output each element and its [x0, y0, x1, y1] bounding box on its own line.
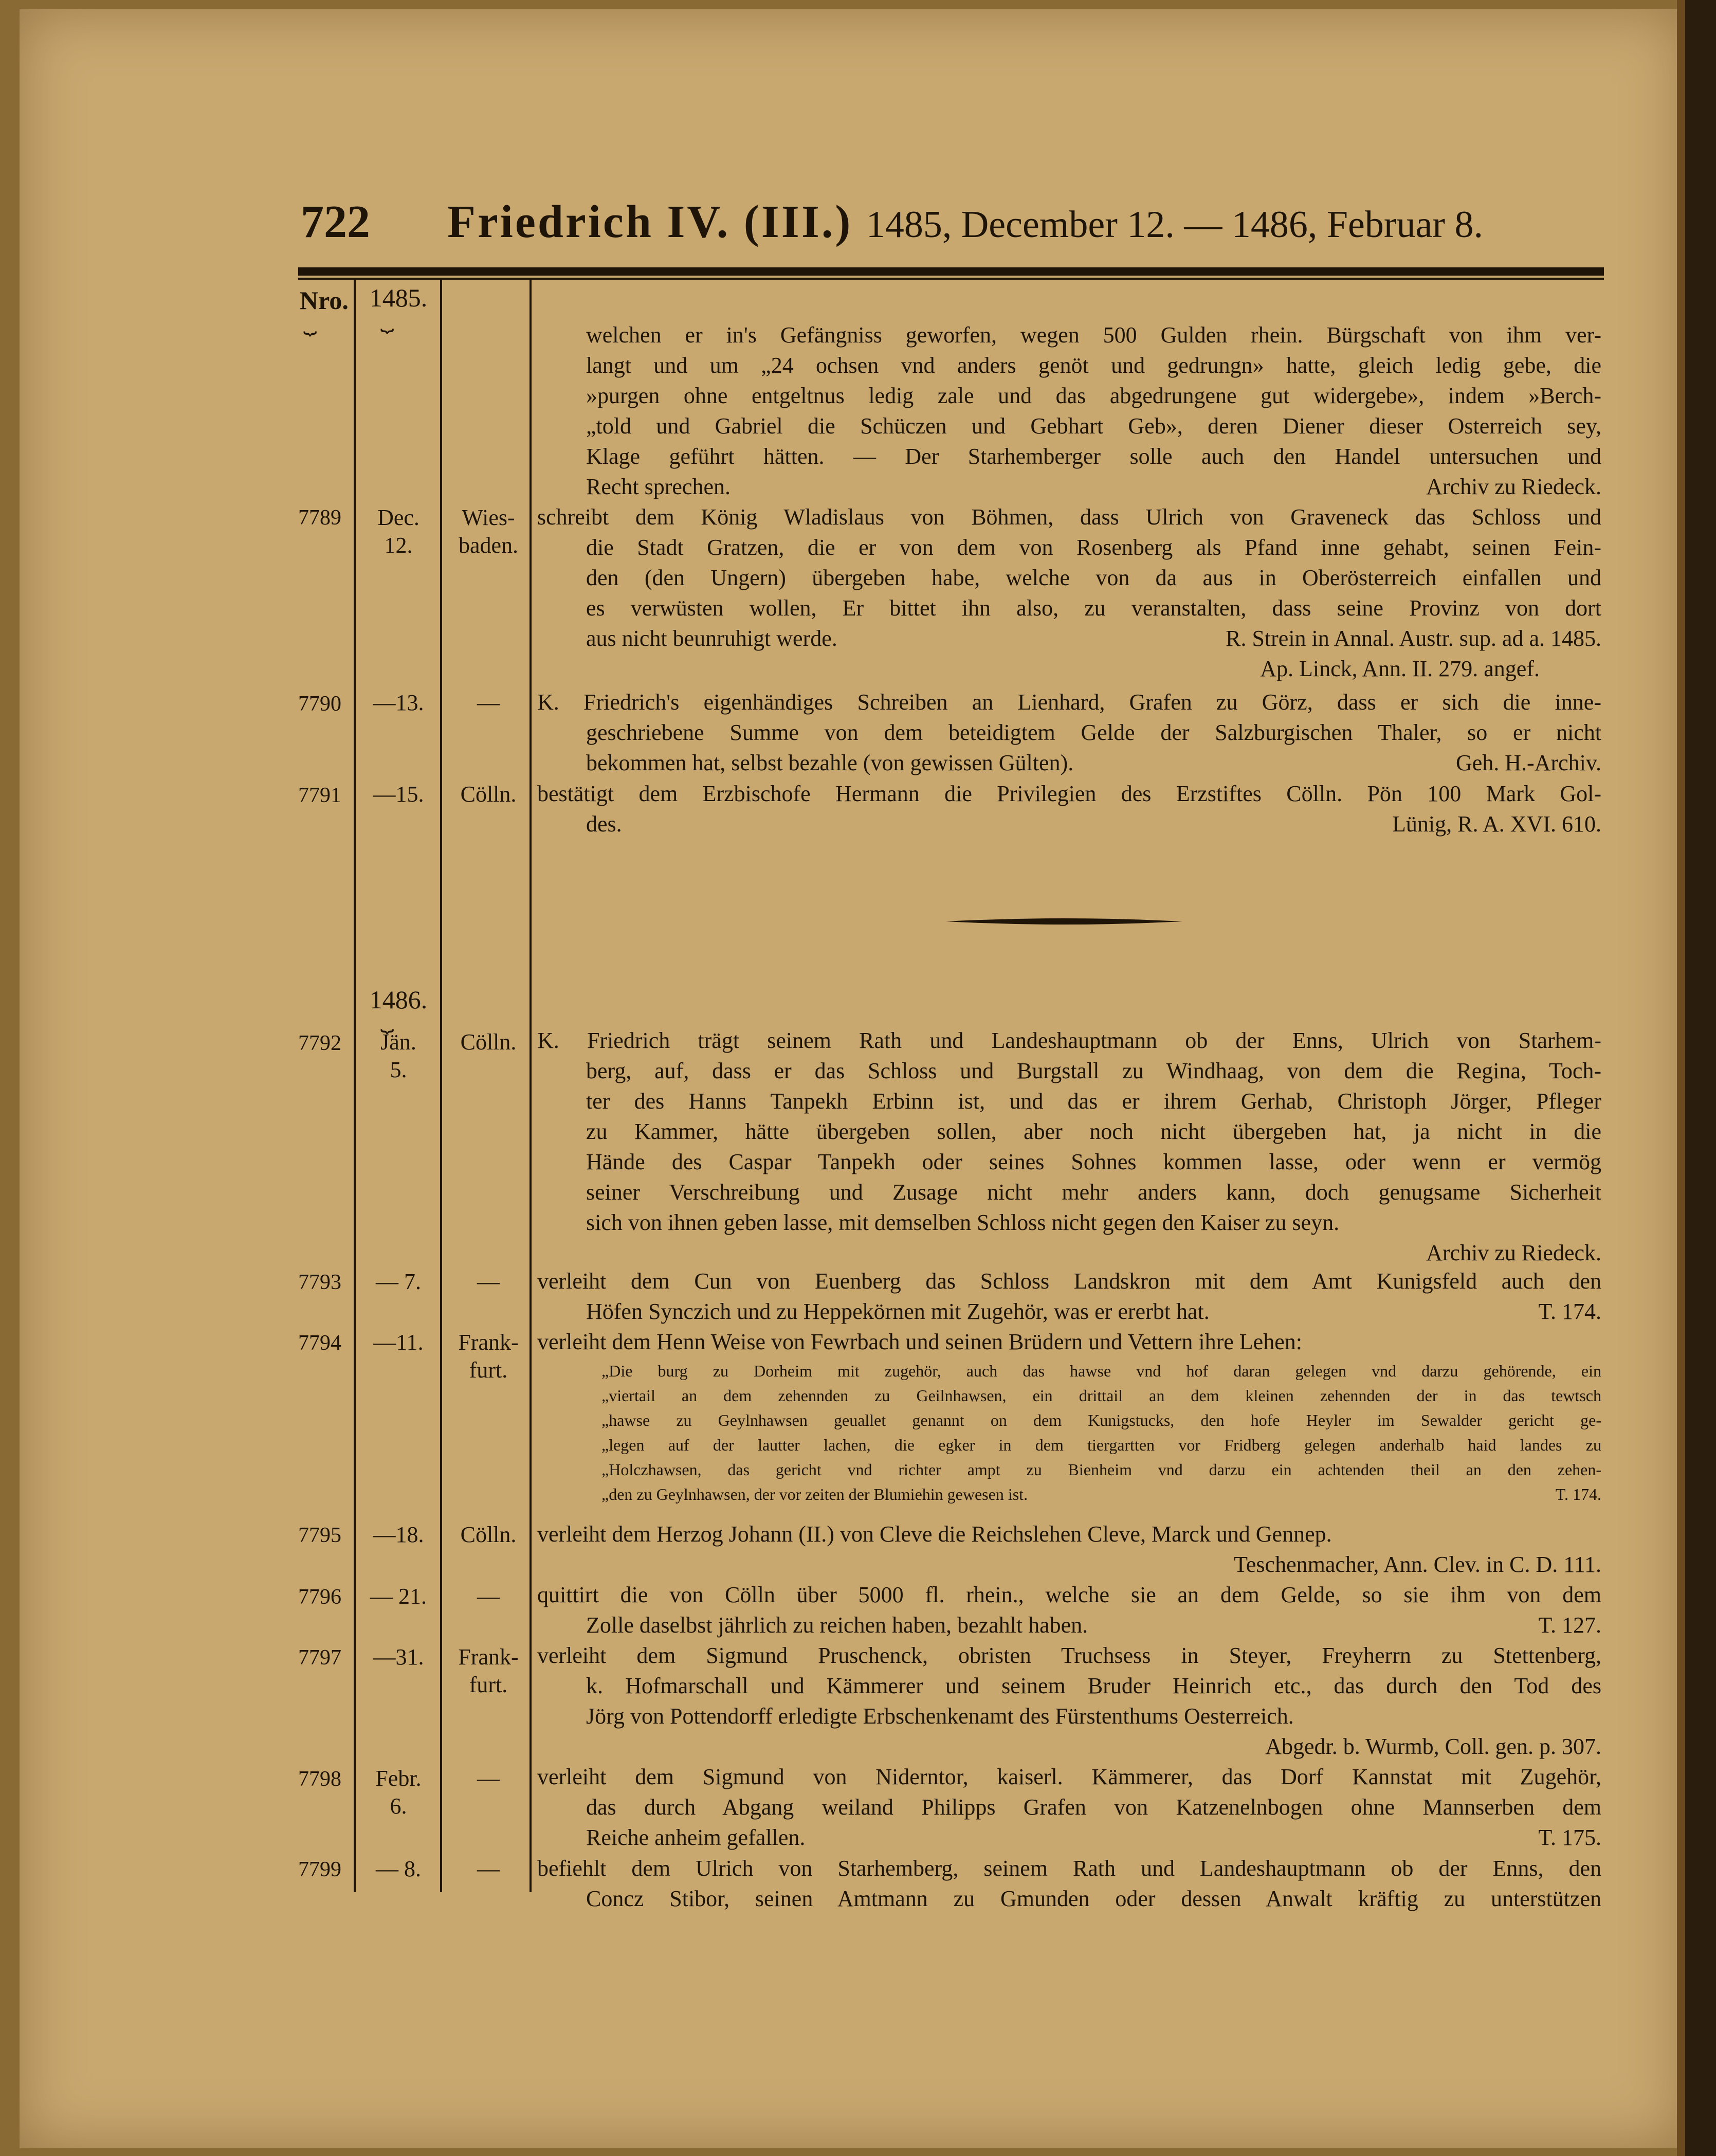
- entry-place: Cölln.: [460, 1522, 517, 1547]
- text-line: Klage geführt hätten. — Der Starhemberger solle auch den Handel untersuchen und: [586, 444, 1601, 469]
- text-line: den (den Ungern) übergeben habe, welche von da aus in Oberösterreich einfallen und: [586, 565, 1601, 590]
- entry-place: Frank- furt.: [458, 1644, 519, 1697]
- page-title: [447, 195, 1483, 248]
- entry-text: [537, 502, 1601, 684]
- text-line: Concz Stibor, seinen Amtmann zu Gmunden oder dessen Anwalt kräftig zu unterstützen: [586, 1886, 1601, 1911]
- citation: T. 127.: [1538, 1613, 1601, 1638]
- entry-text: [537, 1640, 1601, 1762]
- entry-text: [537, 687, 1601, 778]
- citation: T. 174.: [1538, 1299, 1601, 1324]
- text-line: [537, 748, 1601, 778]
- citation: T. 174.: [1555, 1485, 1601, 1503]
- text-line: verleiht dem Sigmund von Niderntor, kaiserl. Kämmerer, das Dorf Kannstat mit Zugehör,: [537, 1764, 1601, 1789]
- entry-date: —11.: [373, 1330, 424, 1355]
- title-range: 1485, December 12. — 1486, Februar 8.: [866, 204, 1483, 246]
- section-ornament: [946, 917, 1182, 926]
- brace-mark: ⏟: [380, 307, 394, 332]
- entry-number: 7798: [298, 1767, 341, 1791]
- text-line: welchen er in's Gefängniss geworfen, wegen 500 Gulden rhein. Bürgschaft von ihm ver-: [586, 322, 1601, 348]
- entry-number: 7797: [298, 1646, 341, 1670]
- text-line: zu Kammer, hätte übergeben sollen, aber noch nicht übergeben hat, ja nicht in die: [586, 1119, 1601, 1144]
- entry-number: 7794: [298, 1331, 341, 1355]
- text-last: bekommen hat, selbst bezahle (von gewissen Gülten).: [586, 750, 1074, 775]
- text-line: [537, 623, 1601, 654]
- brace-mark: ⏟: [380, 1007, 394, 1032]
- text-last: Höfen Synczich und zu Heppekörnen mit Zugehör, was er ererbt hat.: [586, 1299, 1210, 1324]
- text-line: bestätigt dem Erzbischofe Hermann die Privilegien des Erzstiftes Cölln. Pön 100 Mark Gol-: [537, 781, 1601, 806]
- entry-number: 7791: [298, 784, 341, 807]
- text-line: [537, 1519, 1601, 1549]
- entry-text: [537, 1025, 1601, 1268]
- text-line: [537, 1822, 1601, 1853]
- text-line: quittirt die von Cölln über 5000 fl. rhein., welche sie an dem Gelde, so sie ihm von dem: [537, 1582, 1601, 1607]
- year-label: 1486.: [369, 985, 428, 1014]
- quote-last: „den zu Geylnhawsen, der vor zeiten der Blumiehin gewesen ist.: [601, 1485, 1028, 1503]
- text-last: Recht sprechen.: [586, 474, 731, 499]
- text-line: seiner Verschreibung und Zusage nicht mehr anders kann, doch genugsame Sicherheit: [586, 1180, 1601, 1205]
- entry-date: —15.: [373, 782, 424, 807]
- quote-line: [537, 1482, 1601, 1507]
- entry-place: Frank- furt.: [458, 1330, 519, 1383]
- book-spine: [1685, 0, 1716, 2156]
- quotation-block: [537, 1358, 1601, 1507]
- quote-line: „Holczhawsen, das gericht vnd richter ampt zu Bienheim vnd darzu ein achtenden theil an den zehen-: [601, 1460, 1601, 1479]
- text-last: verleiht dem Henn Weise von Fewrbach und seinen Brüdern und Vettern ihre Lehen:: [537, 1329, 1302, 1354]
- citation: T. 175.: [1538, 1825, 1601, 1850]
- text-line: k. Hofmarschall und Kämmerer und seinem Bruder Heinrich etc., das durch den Tod des: [586, 1673, 1601, 1698]
- text-line: [537, 1701, 1601, 1731]
- entry-text: [537, 1519, 1601, 1580]
- citation: Archiv zu Riedeck.: [1426, 474, 1601, 499]
- quote-line: „viertail an dem zehennden zu Geilnhawsen, ein drittail an dem kleinen zehennden der in das tewtsch: [601, 1386, 1601, 1405]
- year-label: 1485.: [369, 283, 428, 312]
- entry-date: — 8.: [376, 1856, 421, 1881]
- text-line: [537, 1327, 1601, 1357]
- entry-number: 7789: [298, 506, 341, 530]
- text-line: verleiht dem Sigmund Pruschenck, obristen Truchsess in Steyer, Freyherrn zu Stettenberg,: [537, 1643, 1601, 1668]
- quote-line: „hawse zu Geylnhawsen geuallet genannt on dem Kunigstucks, den hofe Heyler im Sewalder gericht ge-: [601, 1411, 1601, 1429]
- quote-line: „Die burg zu Dorheim mit zugehör, auch das hawse vnd hof daran gelegen vnd darzu gehörende, ein: [601, 1362, 1601, 1380]
- text-line: K. Friedrich trägt seinem Rath und Landeshauptmann ob der Enns, Ulrich von Starhem-: [537, 1028, 1601, 1053]
- entry-number: 7796: [298, 1585, 341, 1609]
- quote-line: „legen auf der lautter lachen, die egker in dem tiergartten vor Fridberg gelegen anderhalb haid landes zu: [601, 1436, 1601, 1454]
- citation: Lünig, R. A. XVI. 610.: [1392, 811, 1601, 837]
- text-line: langt und um „24 ochsen vnd anders genöt und gedrungn» hatte, gleich ledig gebe, die: [586, 353, 1601, 378]
- entry-place: Cölln.: [460, 1029, 517, 1055]
- entry-text: [537, 1266, 1601, 1327]
- brace-mark: ⏟: [303, 310, 317, 335]
- entry-number: 7795: [298, 1524, 341, 1547]
- citation: Ap. Linck, Ann. II. 279. angef.: [1260, 656, 1540, 681]
- entry-place: Wies- baden.: [458, 505, 519, 558]
- text-line: „told und Gabriel die Schüczen und Gebhart Geb», deren Diener dieser Osterreich sey,: [586, 413, 1601, 439]
- title-main: Friedrich IV. (III.): [447, 196, 853, 247]
- text-line: [537, 1296, 1601, 1327]
- text-line: das durch Abgang weiland Philipps Grafen von Katzenelnbogen ohne Mannserben dem: [586, 1795, 1601, 1820]
- text-last: verleiht dem Herzog Johann (II.) von Cleve die Reichslehen Cleve, Marck und Gennep.: [537, 1521, 1332, 1547]
- entry-date: Jän. 5.: [380, 1029, 416, 1082]
- entry-date: —18.: [373, 1522, 424, 1547]
- citation: Abgedr. b. Wurmb, Coll. gen. p. 307.: [1265, 1734, 1601, 1759]
- entry-place: —: [477, 1856, 500, 1881]
- text-last: des.: [586, 811, 622, 837]
- entry-date: — 21.: [370, 1584, 427, 1609]
- entry-number: 7790: [298, 692, 341, 716]
- text-line: »purgen ohne entgeltnus ledig zale und das abgedrungene gut widergebe», indem »Berch-: [586, 383, 1601, 408]
- column-header-nro: Nro.: [300, 286, 349, 315]
- entry-date: —31.: [373, 1644, 424, 1670]
- citation: R. Strein in Annal. Austr. sup. ad a. 1485.: [1226, 626, 1601, 651]
- text-line: [537, 809, 1601, 839]
- text-last: Jörg von Pottendorff erledigte Erbschenkenamt des Fürstenthums Oesterreich.: [586, 1704, 1294, 1729]
- header-rule-thin: [298, 278, 1604, 280]
- page-edge: [1677, 0, 1685, 2156]
- text-line: Hände des Caspar Tanpekh oder seines Sohnes kommen lasse, oder wenn er vermög: [586, 1149, 1601, 1174]
- entry-text: [537, 778, 1601, 839]
- text-line: schreibt dem König Wladislaus von Böhmen, dass Ulrich von Graveneck das Schloss und: [537, 504, 1601, 530]
- text-line: ter des Hanns Tanpekh Erbinn ist, und das er ihrem Gerhab, Christoph Jörger, Pfleger: [586, 1089, 1601, 1114]
- text-line: verleiht dem Cun von Euenberg das Schloss Landskron mit dem Amt Kunigsfeld auch den: [537, 1269, 1601, 1294]
- entry-text: [537, 1327, 1601, 1357]
- citation: Teschenmacher, Ann. Clev. in C. D. 111.: [1234, 1552, 1601, 1577]
- text-line: berg, auf, dass er das Schloss und Burgstall zu Windhaag, von dem die Regina, Toch-: [586, 1058, 1601, 1083]
- text-last: Reiche anheim gefallen.: [586, 1825, 806, 1850]
- entry-text: [537, 1580, 1601, 1640]
- continuation-text: [537, 320, 1601, 502]
- entry-place: Cölln.: [460, 782, 517, 807]
- entry-date: Dec. 12.: [377, 505, 419, 558]
- entry-date: Febr. 6.: [375, 1766, 422, 1819]
- entry-place: —: [477, 1766, 500, 1791]
- entry-text: [537, 1853, 1601, 1914]
- citation: Geh. H.-Archiv.: [1455, 750, 1601, 775]
- text-last: sich von ihnen geben lasse, mit demselben Schloss nicht gegen den Kaiser zu seyn.: [586, 1210, 1340, 1235]
- entry-text: [537, 1762, 1601, 1853]
- entry-date: —13.: [373, 690, 424, 715]
- text-last: aus nicht beunruhigt werde.: [586, 626, 837, 651]
- text-line: geschriebene Summe von dem beteidigtem Gelde der Salzburgischen Thaler, so er nicht: [586, 720, 1601, 745]
- entry-date: — 7.: [376, 1269, 421, 1294]
- page-number: 722: [301, 196, 370, 247]
- text-line: befiehlt dem Ulrich von Starhemberg, seinem Rath und Landeshauptmann ob der Enns, den: [537, 1856, 1601, 1881]
- entry-number: 7799: [298, 1858, 341, 1881]
- entry-place: —: [477, 1584, 500, 1609]
- text-line: K. Friedrich's eigenhändiges Schreiben an Lienhard, Grafen zu Görz, dass er sich die inne-: [537, 690, 1601, 715]
- text-last: Zolle daselbst jährlich zu reichen haben, bezahlt haben.: [586, 1613, 1088, 1638]
- text-line: [537, 1207, 1601, 1238]
- text-line: [537, 472, 1601, 502]
- text-line: [537, 1610, 1601, 1640]
- entry-place: —: [477, 690, 500, 715]
- entry-place: —: [477, 1269, 500, 1294]
- text-line: die Stadt Gratzen, die er von dem von Rosenberg als Pfand inne gehabt, seinen Fein-: [586, 535, 1601, 560]
- entry-number: 7792: [298, 1031, 341, 1055]
- running-header: [301, 195, 1601, 252]
- text-line: es verwüsten wollen, Er bittet ihn also, zu veranstalten, dass seine Provinz von dort: [586, 595, 1601, 621]
- header-rule: [298, 267, 1604, 276]
- citation: Archiv zu Riedeck.: [1426, 1240, 1601, 1265]
- entry-number: 7793: [298, 1271, 341, 1294]
